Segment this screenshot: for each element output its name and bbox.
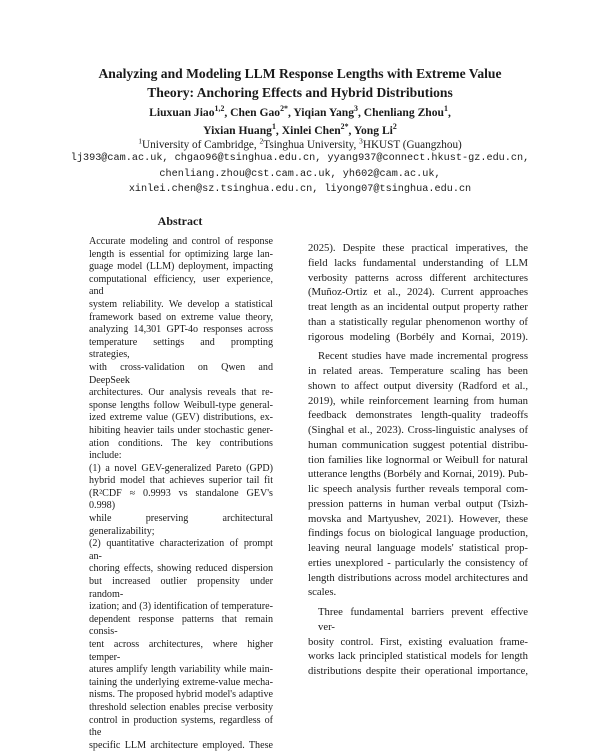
abstract-line: choring effects, showing reduced dispersion: [89, 563, 273, 575]
body-line: erties unexplored - particularly the consistency of: [308, 556, 528, 569]
abstract-line: temperature settings and prompting strategies,: [89, 336, 273, 361]
body-line: bosity control. First, existing evaluation frame-: [308, 635, 528, 648]
body-line: rigorous modeling (Borbély and Kornai, 2019).: [308, 330, 528, 343]
author-emails: [0, 151, 600, 198]
body-line: works lack principled statistical models for length: [308, 650, 528, 663]
email-line: xinlei.chen@sz.tsinghua.edu.cn, liyong07@tsinghua.edu.cn: [128, 184, 472, 195]
body-line: field lacks fundamental understanding of LLM: [308, 256, 528, 269]
title-line: Theory: Anchoring Effects and Hybrid Distributions: [147, 85, 453, 100]
paper-title: [0, 64, 600, 102]
abstract-line: ization; and (3) identification of temperature-: [89, 601, 273, 613]
abstract-line: while preserving architectural generalizability;: [89, 513, 273, 537]
intro-column: [308, 241, 528, 679]
abstract-line: (1) a novel GEV-generalized Pareto (GPD): [89, 462, 273, 474]
author-name: Liuxuan Jiao: [149, 106, 215, 119]
title-line: Analyzing and Modeling LLM Response Lengths with Extreme Value: [98, 66, 502, 81]
body-line: 2025). Despite these practical imperatives, the: [308, 242, 528, 254]
body-line: shown to affect output diversity (Radford et al.,: [308, 379, 528, 392]
body-line: feedback demonstrates length-quality tradeoffs: [308, 409, 528, 422]
body-line: lic speech analysis further reveals temporal com-: [308, 483, 528, 495]
abstract-heading: Abstract: [157, 214, 203, 228]
abstract-line: Accurate modeling and control of response: [89, 236, 273, 247]
abstract-line: control in production systems, regardless of the: [89, 714, 273, 739]
abstract-line: hibiting heavier tails under stochastic gener-: [89, 424, 273, 436]
author-affil-mark: 2: [392, 122, 397, 132]
abstract-line: specific LLM architecture employed. These: [89, 739, 273, 751]
author-name: Yong Li: [353, 124, 393, 137]
body-line: treat length as an incidental output property rather: [308, 301, 528, 313]
body-line: scales.: [308, 586, 337, 599]
author-name: Xinlei Chen: [281, 124, 341, 137]
body-line: verbosity patterns across different architectures: [308, 271, 528, 284]
abstract-line: (R²CDF ≈ 0.9993 vs standalone GEV's 0.998): [89, 487, 273, 512]
body-line: pression patterns in human verbal output (Tsizh-: [308, 497, 528, 510]
author-affil-mark: 2*: [340, 122, 349, 132]
body-line: (Singhal et al., 2023). Cross-linguistic analyses of: [308, 424, 528, 436]
abstract-line: sponse lengths follow Weibull-type general-: [89, 399, 273, 411]
affiliation: HKUST (Guangzhou): [362, 139, 462, 151]
author-name: Chenliang Zhou: [363, 106, 445, 119]
email-line: chenliang.zhou@cst.cam.ac.uk, yh602@cam.ac.uk,: [159, 168, 441, 180]
abstract-line: system reliability. We develop a statistical: [89, 298, 273, 310]
abstract-body: [89, 236, 273, 752]
author-affil-mark: 1,2: [214, 104, 225, 114]
abstract-line: atures amplify length variability while main-: [89, 664, 273, 676]
body-line: 2019), while reinforcement learning from human: [308, 394, 528, 407]
abstract-line: tent across architectures, where higher temper-: [89, 639, 273, 663]
author-name: Yiqian Yang: [293, 106, 355, 119]
abstract-line: with cross-validation on Qwen and DeepSeek: [89, 361, 273, 386]
author-affil-mark: 2*: [280, 104, 288, 114]
abstract-line: computational efficiency, user experience, and: [89, 273, 273, 298]
abstract-line: guage model (LLM) deployment, impacting: [89, 261, 273, 273]
abstract-line: ation conditions. The key contributions include:: [89, 437, 273, 462]
body-line: length distributions across model architectures and: [308, 571, 528, 584]
abstract-line: architectures. Our analysis reveals that re-: [89, 387, 273, 399]
affil-mark: 2: [259, 136, 264, 146]
affiliation: Tsinghua University,: [263, 139, 360, 151]
abstract-line: but increased outlier propensity under random-: [89, 576, 273, 600]
body-line: utterance lengths (Borbély and Kornai, 2019). Pub-: [308, 468, 528, 481]
body-line: Recent studies have made incremental progress: [318, 350, 528, 363]
abstract-line: framework based on extreme value theory,: [89, 311, 273, 323]
body-line: tion families like lognormal or Weibull for natural: [308, 453, 528, 466]
abstract-line: hybrid model that achieves superior tail fit: [89, 475, 273, 487]
author-affil-mark: 1: [444, 104, 448, 114]
affiliation: University of Cambridge,: [142, 139, 260, 151]
author-affil-mark: 1: [271, 122, 276, 132]
body-line: findings focus on biological language production,: [308, 527, 528, 540]
abstract-line: length is essential for optimizing large lan-: [89, 248, 273, 260]
abstract-line: nisms. The proposed hybrid model's adaptive: [89, 689, 273, 701]
author-name: Yixian Huang: [203, 124, 272, 137]
body-line: movska and Martyushev, 2021). However, these: [308, 512, 528, 525]
author-name: Chen Gao: [230, 106, 281, 119]
abstract-line: (2) quantitative characterization of prompt an-: [89, 538, 273, 562]
abstract-line: dependent response patterns that remain consis-: [89, 613, 273, 638]
body-line: leaving neural language models' statistical prop-: [308, 542, 528, 554]
body-line: in related areas. Temperature scaling has been: [308, 365, 528, 377]
email-line: lj393@cam.ac.uk, chgao96@tsinghua.edu.cn, yyang937@connect.hkust-gz.edu.cn,: [70, 153, 530, 164]
body-line: than a statistically regular phenomenon worthy of: [308, 315, 528, 328]
abstract-line: analyzing 14,301 GPT-4o responses across: [89, 324, 273, 336]
abstract-line: threshold selection enables precise verbosity: [89, 701, 273, 713]
affil-mark: 1: [138, 136, 143, 146]
author-affil-mark: 3: [354, 104, 358, 114]
body-line: human communication suggest potential distribu-: [308, 438, 528, 451]
affil-mark: 3: [359, 136, 363, 146]
body-line: Three fundamental barriers prevent effective ver-: [318, 606, 528, 633]
abstract-line: ized extreme value (GEV) distributions, ex-: [89, 412, 273, 424]
abstract-line: taining the underlying extreme-value mecha-: [89, 676, 273, 688]
body-line: distributions despite their operational importance,: [308, 665, 528, 677]
author-list: Liuxuan Jiao$^{1,2}$, Chen Gao$^{2*}$, Yiqian Yang$^3$, Chenliang Zhou$^1$, Yixian Huang$^1$, Xinlei Chen$^{2*}$, Yong Li$^2$: [149, 104, 451, 137]
body-line: (Muñoz-Ortiz et al., 2024). Current approaches: [308, 286, 528, 299]
